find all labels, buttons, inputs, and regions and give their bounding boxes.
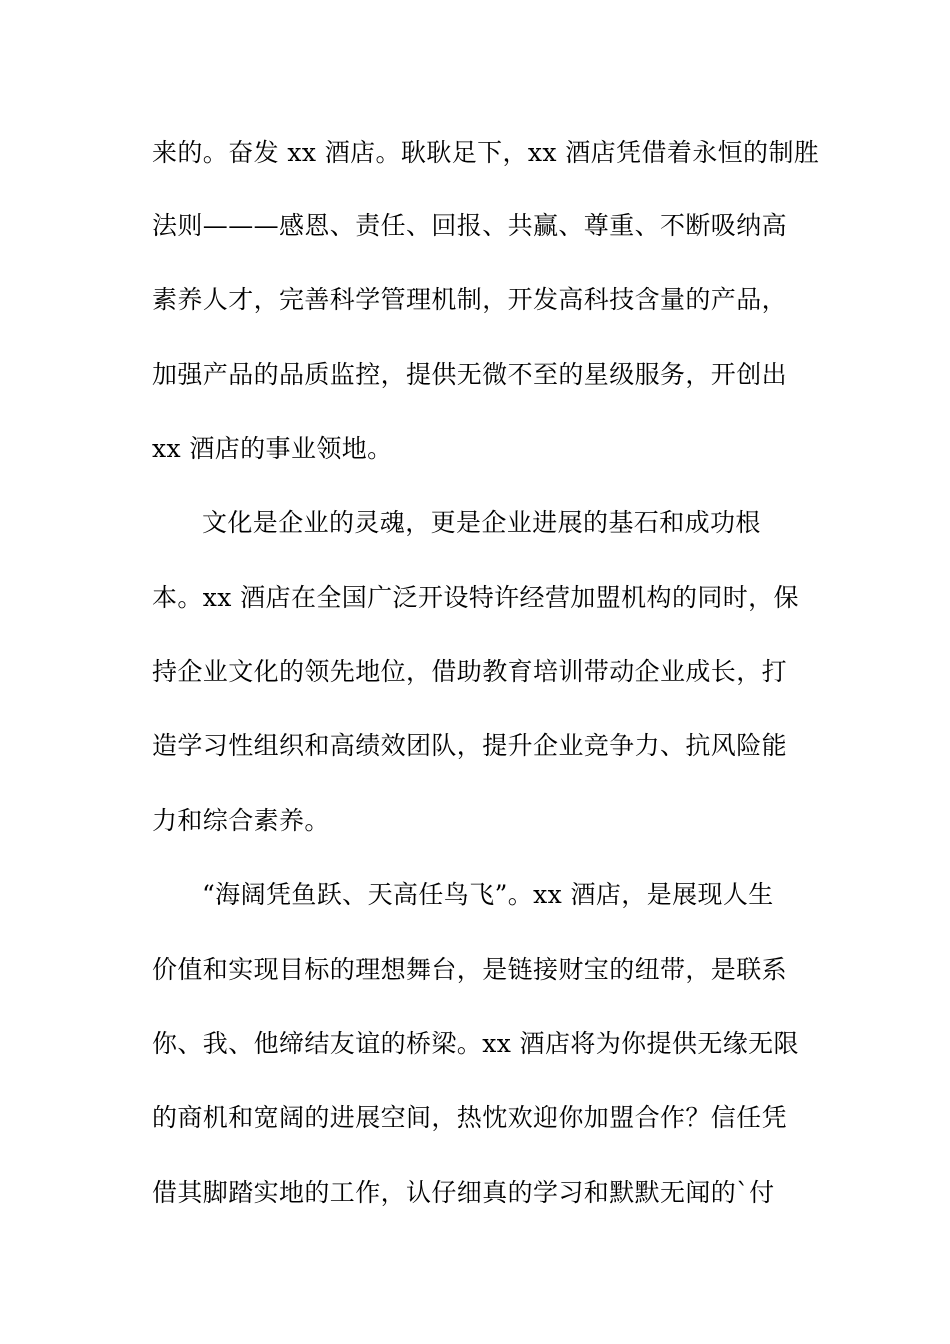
text-line: 本。xx 酒店在全国广泛开设特许经营加盟机构的同时，保: [152, 583, 799, 612]
text-line: 加强产品的品质监控，提供无微不至的星级服务，开创出: [152, 360, 788, 389]
text-line: 来的。奋发 xx 酒店。耿耿足下，xx 酒店凭借着永恒的制胜: [152, 138, 820, 167]
text-line: 持企业文化的领先地位，借助教育培训带动企业成长，打: [152, 657, 788, 686]
text-line: 的商机和宽阔的进展空间，热忱欢迎你加盟合作？信任凭: [152, 1103, 788, 1132]
paragraph-first-line: “海阔凭鱼跃、天高任鸟飞”。xx 酒店，是展现人生: [202, 880, 774, 909]
text-line: 法则———感恩、责任、回报、共赢、尊重、不断吸纳高: [152, 211, 788, 240]
paragraph-first-line: 文化是企业的灵魂，更是企业进展的基石和成功根: [202, 508, 761, 537]
text-line: 力和综合素养。: [152, 806, 330, 835]
text-line: 借其脚踏实地的工作，认仔细真的学习和默默无闻的`付: [152, 1178, 775, 1207]
text-line: 造学习性组织和高绩效团队，提升企业竞争力、抗风险能: [152, 731, 788, 760]
text-line: 素养人才，完善科学管理机制，开发高科技含量的产品，: [152, 285, 788, 314]
text-line: 价值和实现目标的理想舞台，是链接财宝的纽带，是联系: [152, 955, 788, 984]
text-line: 你、我、他缔结友谊的桥梁。xx 酒店将为你提供无缘无限: [152, 1029, 799, 1058]
text-line: xx 酒店的事业领地。: [152, 434, 393, 463]
